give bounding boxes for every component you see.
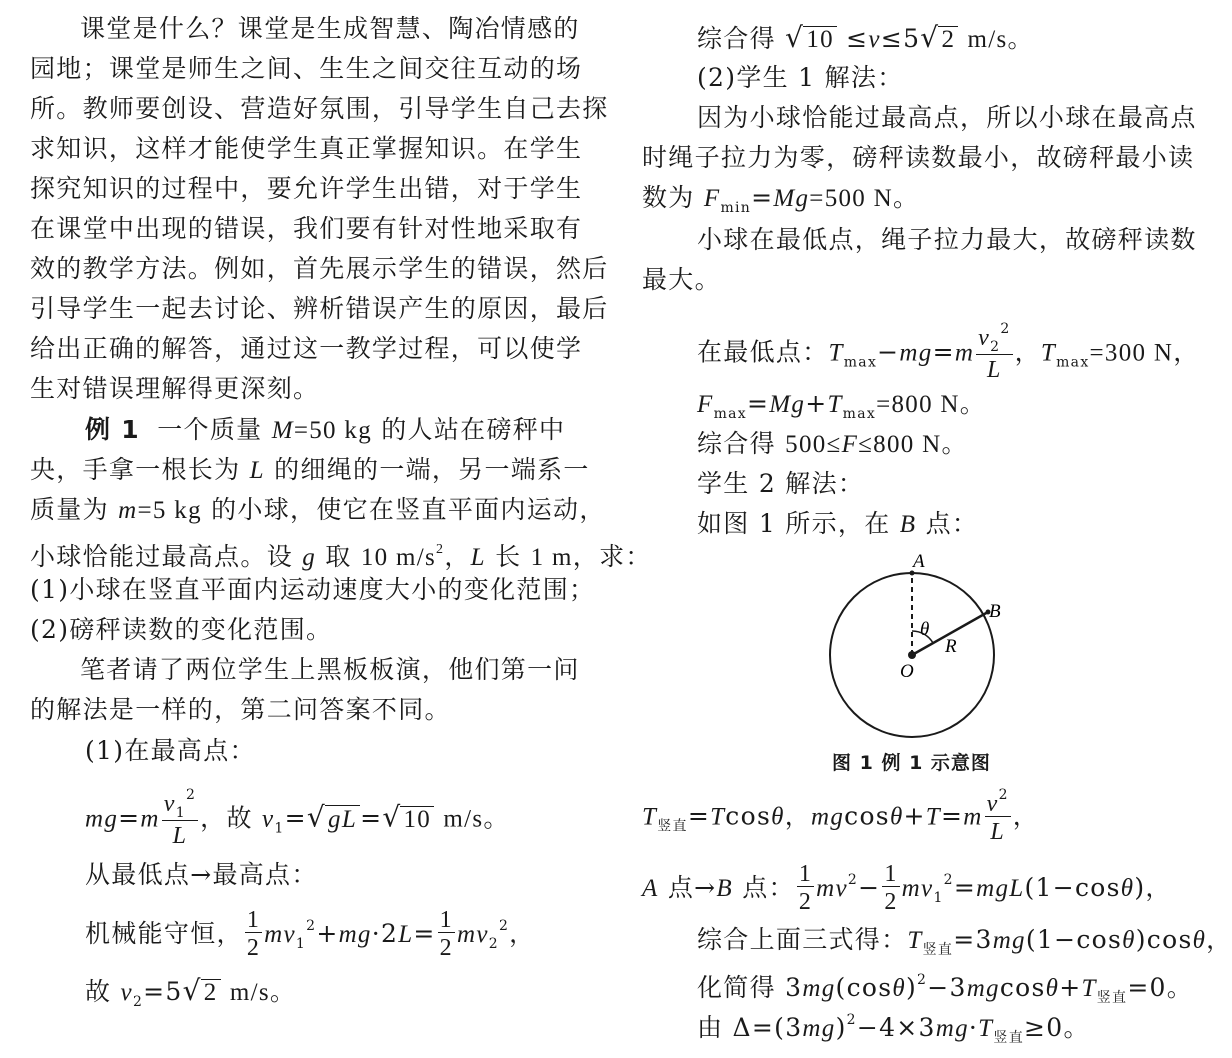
example-line-4: 小球恰能过最高点。设 g 取 10 $m/s^2$，L 长 1 m，求： [30, 542, 652, 571]
label-theta: θ [920, 619, 930, 640]
s1-line-4: 小球在最低点，绳子拉力最大，故磅秤读数 [697, 225, 1197, 254]
example-label: 例 1 [85, 415, 140, 444]
intro-line-3: 所。教师要创设、营造好氛围，引导学生自己去探 [30, 94, 609, 123]
eq-three: 综合上面三式得：$T_{竖直}=3mg(1-\cos\theta)\cos\theta$， [697, 925, 1232, 958]
note-line-2: 的解法是一样的，第二问答案不同。 [30, 695, 451, 724]
example-line-5: (1)小球在竖直平面内运动速度大小的变化范围； [30, 575, 596, 604]
s1-line-5: 最大。 [642, 265, 721, 294]
combine-v: 综合得 √10 ≤v≤5√2 m/s。 [697, 21, 1034, 54]
fig-ref: 如图 1 所示，在 B 点： [697, 509, 979, 538]
circle-diagram [812, 545, 1012, 745]
s1-line-1: 因为小球恰能过最高点，所以小球在最高点 [697, 103, 1197, 132]
low-to-high: 从最低点→最高点： [85, 860, 318, 889]
intro-line-7: 效的教学方法。例如，首先展示学生的错误，然后 [30, 254, 609, 283]
s1-line-3: 数为 $F_{min}=Mg=500$ N。 [642, 183, 920, 216]
label-o: O [900, 661, 914, 682]
eq-top: mg=m $\frac{v_1^2}{L}$ ，故 $v_1=√gL =√10$ m/s。 [85, 787, 510, 849]
student2-title: 学生 2 解法： [697, 469, 865, 498]
eq-delta: 由 $\Delta=(3mg)^2-4\times 3mg\cdot T_{竖直}\ge 0$。 [697, 1012, 1090, 1046]
example-line-3: 质量为 m=5 kg 的小球，使它在竖直平面内运动， [30, 495, 606, 524]
eq-ab: A 点→B 点： $\frac{1}{2}$ $mv^2-$ $\frac{1}{2}$ $mv_1^2=mgL(1-\cos\theta)$， [642, 860, 1172, 915]
eq-energy: 机械能守恒， $\frac{1}{2}$ $mv_1^2+mg\cdot 2L=$ $\frac{1}{2}$ $mv_2^2$， [85, 906, 536, 961]
eq-v2: 故 $v_2=5√2$ m/s。 [85, 974, 297, 1010]
example-line-1: 例 1 一个质量 M=50 kg 的人站在磅秤中 [85, 415, 566, 444]
intro-line-8: 引导学生一起去讨论、辨析错误产生的原因，最后 [30, 294, 609, 323]
note-line-1: 笔者请了两位学生上黑板板演，他们第一问 [80, 655, 580, 684]
eq-fmax: $F_{max}=Mg+T_{max}=800$ N。 [697, 389, 987, 422]
intro-line-2: 园地；课堂是师生之间、生生之间交往互动的场 [30, 54, 583, 83]
eq-lowest: 在最低点：$T_{max}-mg=m$ $\frac{v_2^2}{L}$ ，$T_{max}=300$ N， [697, 321, 1200, 383]
intro-line-10: 生对错误理解得更深刻。 [30, 374, 320, 403]
eq-vert: $T_{竖直}=Tcos\theta$，mgcosθ+T=m $\frac{v^2}{L}$ ， [642, 787, 1040, 845]
intro-line-4: 求知识，这样才能使学生真正掌握知识。在学生 [30, 134, 583, 163]
intro-line-9: 给出正确的解答，通过这一教学过程，可以使学 [30, 334, 583, 363]
intro-line-5: 探究知识的过程中，要允许学生出错，对于学生 [30, 174, 583, 203]
label-r: R [945, 636, 957, 657]
example-line-2: 央，手拿一根长为 L 的细绳的一端，另一端系一 [30, 455, 590, 484]
intro-line-1: 课堂是什么？课堂是生成智慧、陶冶情感的 [80, 14, 580, 43]
s1-line-2: 时绳子拉力为零，磅秤读数最小，故磅秤最小读 [642, 143, 1195, 172]
combine-f: 综合得 500≤F≤800 N。 [697, 429, 968, 458]
example-line-6: (2)磅秤读数的变化范围。 [30, 615, 333, 644]
eq-simpl: 化简得 $3mg(\cos\theta)^2-3mgcos\theta+T_{竖直}=0$。 [697, 972, 1194, 1006]
part1-title: (1)在最高点： [85, 736, 256, 765]
student1-title: (2)学生 1 解法： [697, 63, 904, 92]
figure-caption: 图 1 例 1 示意图 [832, 752, 991, 774]
label-a: A [913, 551, 925, 572]
figure-1 [812, 545, 1012, 745]
label-b: B [989, 601, 1001, 622]
intro-line-6: 在课堂中出现的错误，我们要有针对性地采取有 [30, 214, 583, 243]
